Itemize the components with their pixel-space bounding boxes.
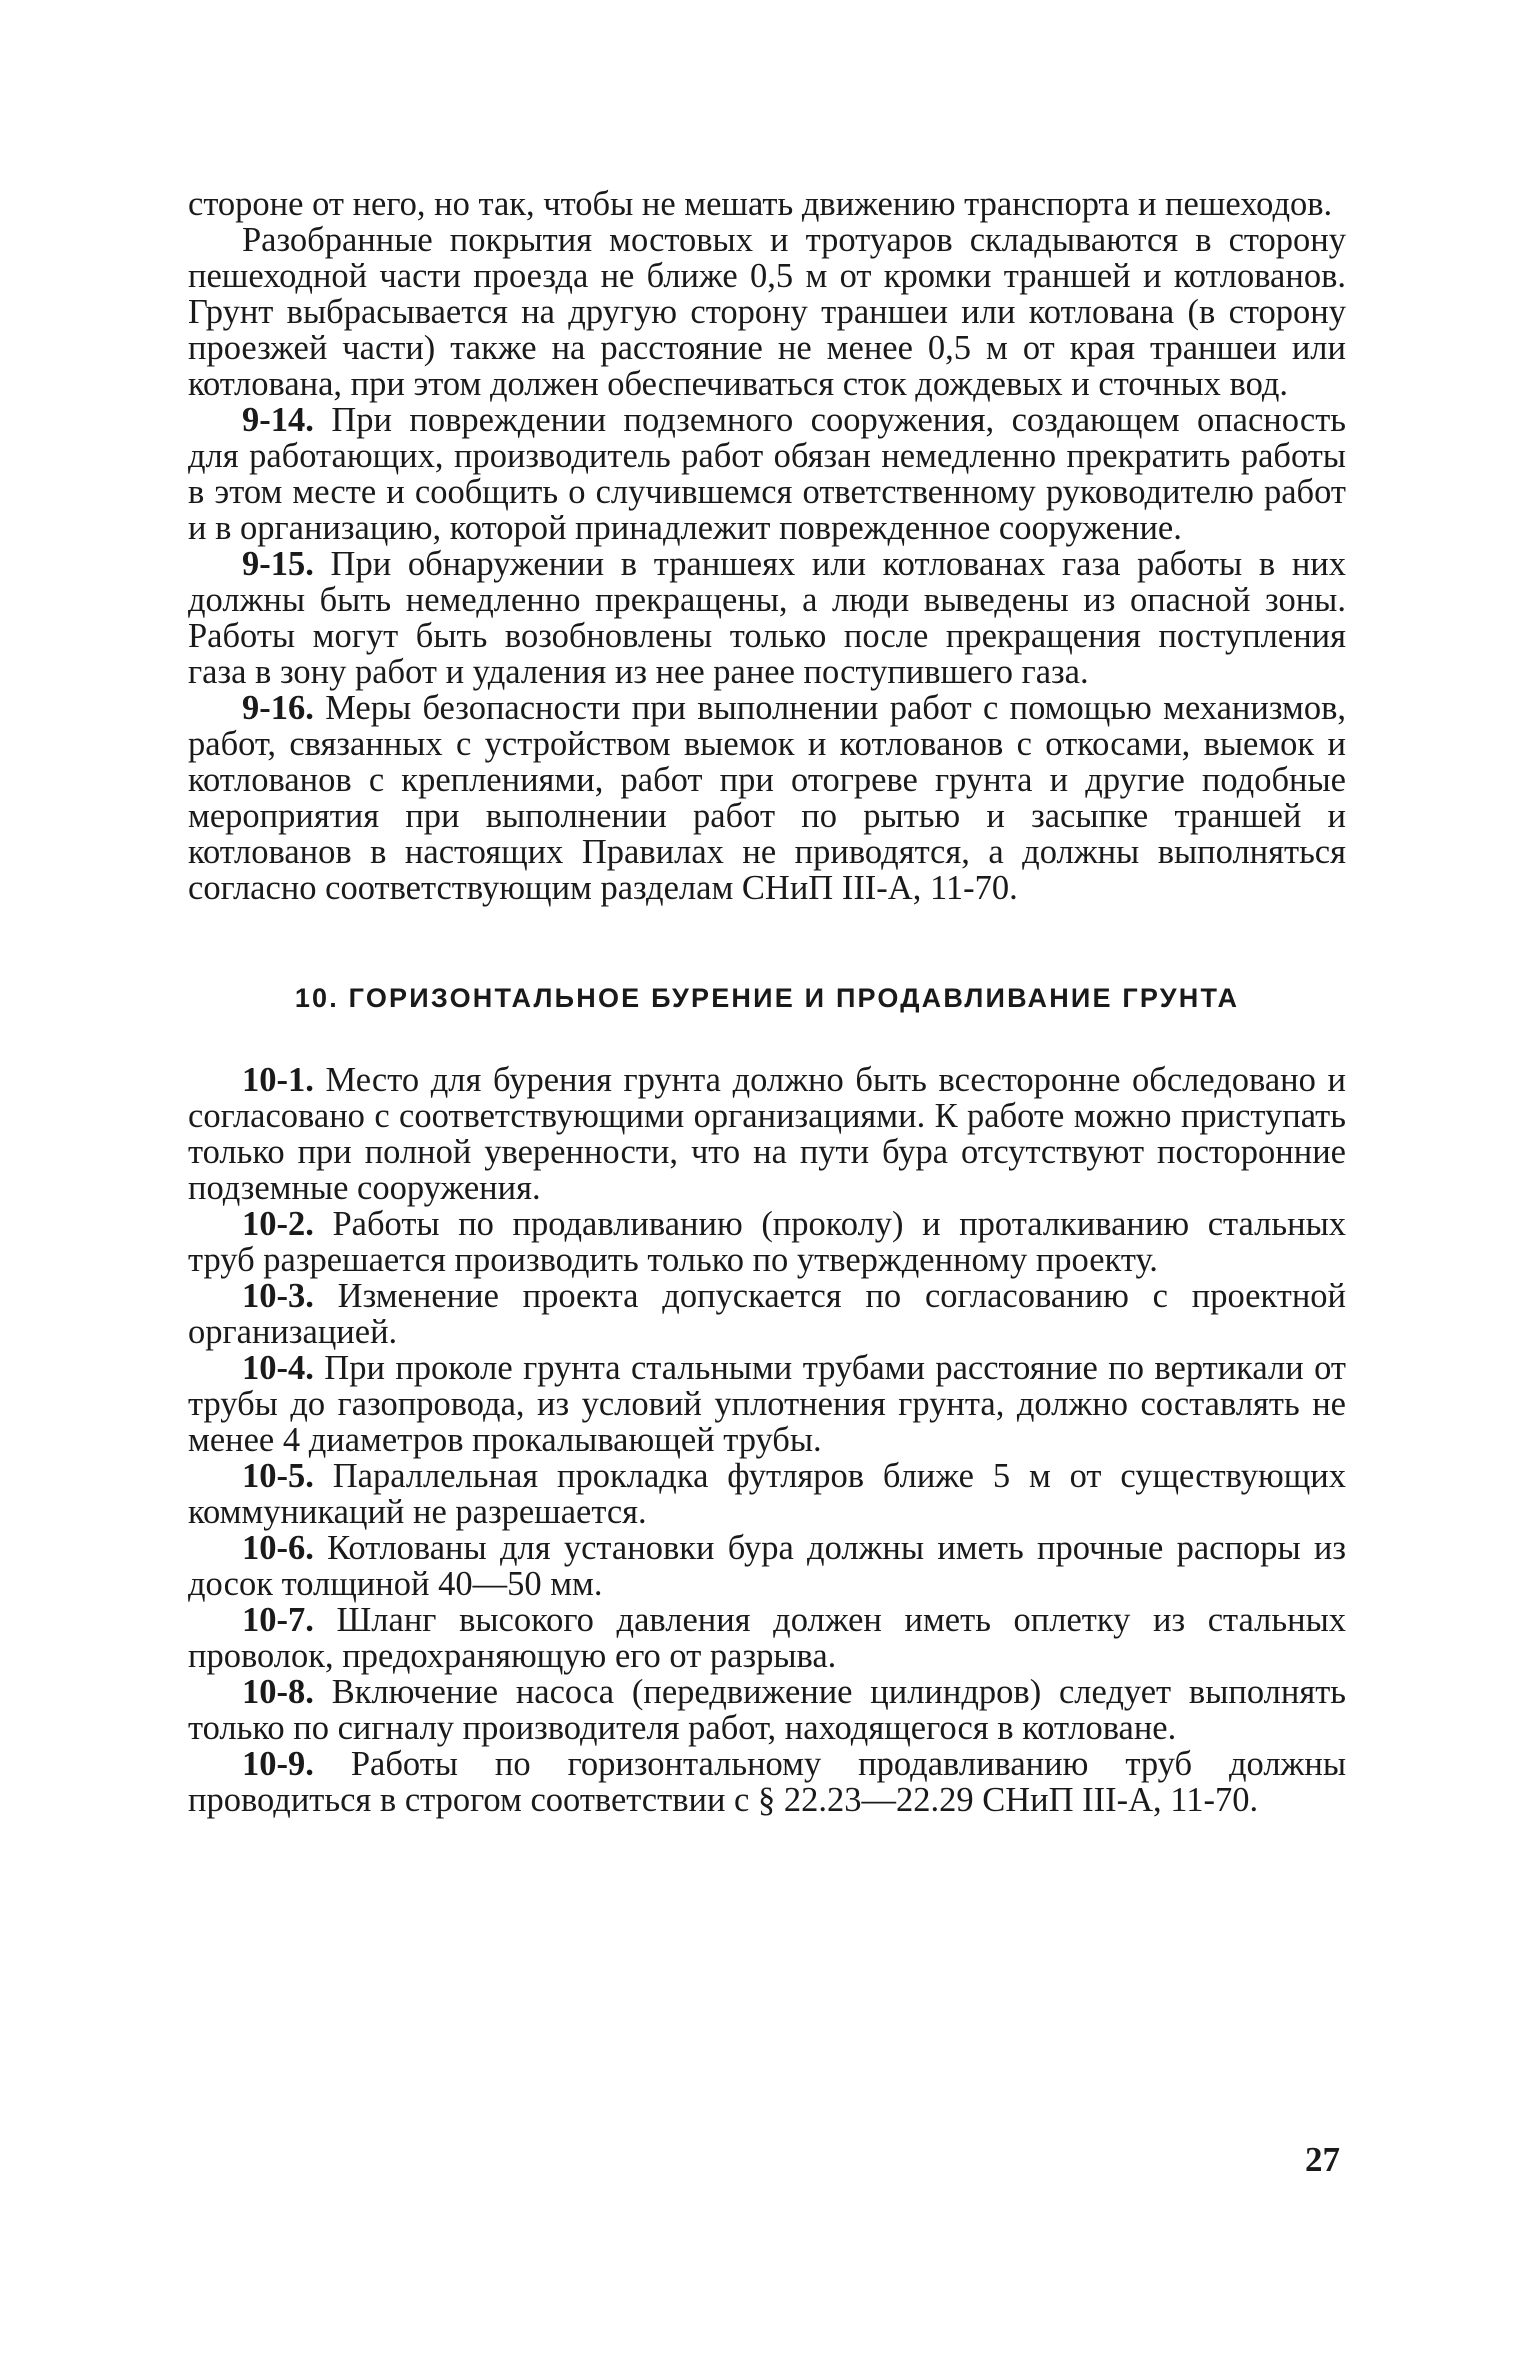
text-block-section-10	[188, 1062, 1346, 1818]
page-number: 27	[1305, 2140, 1340, 2179]
paragraph	[188, 186, 1346, 222]
clause-number: 10-7.	[242, 1601, 314, 1639]
spacer	[188, 906, 1346, 980]
paragraph-text: стороне от него, но так, чтобы не мешать движению транспорта и пешеходов.	[188, 185, 1333, 223]
clause-number: 9-14.	[242, 401, 314, 439]
paragraph-text: При обнаружении в траншеях или котлованах газа работы в них должны быть немедленно прекращены, а люди выведены из опасной зоны. Работы могут быть возобновлены только после прекращения поступления газа в зону работ и удаления из нее ранее поступившего газа.	[188, 545, 1346, 691]
paragraph	[188, 1602, 1346, 1674]
clause-number: 10-5.	[242, 1457, 314, 1495]
paragraph	[188, 222, 1346, 402]
clause-number: 9-16.	[242, 689, 314, 727]
clause-number: 10-6.	[242, 1529, 314, 1567]
clause-number: 10-9.	[242, 1745, 314, 1783]
paragraph-text: Меры безопасности при выполнении работ с помощью механизмов, работ, связанных с устройством выемок и котлованов с откосами, выемок и котлованов с креплениями, работ при отогреве грунта и другие подобные мероприятия при выполнении работ по рытью и засыпке траншей и котлованов в настоящих Правилах не приводятся, а должны выполняться согласно соответствующим разделам СНиП III-А, 11-70.	[188, 689, 1346, 907]
paragraph-text: Котлованы для установки бура должны иметь прочные распоры из досок толщиной 40—50 мм.	[188, 1529, 1346, 1603]
paragraph-text: Работы по горизонтальному продавливанию труб должны проводиться в строгом соответствии с § 22.23—22.29 СНиП III-А, 11-70.	[188, 1745, 1347, 1819]
section-heading: 10. ГОРИЗОНТАЛЬНОЕ БУРЕНИЕ И ПРОДАВЛИВАНИЕ ГРУНТА	[294, 983, 1240, 1013]
paragraph-text: Место для бурения грунта должно быть всесторонне обследовано и согласовано с соответствующими организациями. К работе можно приступать только при полной уверенности, что на пути бура отсутствуют посторонние подземные сооружения.	[188, 1061, 1346, 1207]
clause-number: 10-1.	[242, 1061, 314, 1099]
paragraph-text: Работы по продавливанию (проколу) и проталкиванию стальных труб разрешается производить только по утвержденному проекту.	[188, 1205, 1346, 1279]
clause-number: 10-2.	[242, 1205, 314, 1243]
clause-number: 10-4.	[242, 1349, 314, 1387]
text-block-section-9	[188, 186, 1346, 906]
paragraph	[188, 1350, 1346, 1458]
paragraph	[188, 402, 1346, 546]
clause-number: 9-15.	[242, 545, 314, 583]
paragraph	[188, 1674, 1346, 1746]
paragraph	[188, 690, 1346, 906]
paragraph	[188, 1206, 1346, 1278]
paragraph-text: При проколе грунта стальными трубами расстояние по вертикали от трубы до газопровода, из условий уплотнения грунта, должно составлять не менее 4 диаметров прокалывающей трубы.	[188, 1349, 1346, 1459]
paragraph-text: Разобранные покрытия мостовых и тротуаров складываются в сторону пешеходной части проезда не ближе 0,5 м от кромки траншей и котлованов. Грунт выбрасывается на другую сторону траншеи или котлована (в сторону проезжей части) также на расстояние не менее 0,5 м от края траншеи или котлована, при этом должен обеспечиваться сток дождевых и сточных вод.	[188, 221, 1346, 403]
spacer	[188, 1016, 1346, 1062]
paragraph	[188, 546, 1346, 690]
clause-number: 10-8.	[242, 1673, 314, 1711]
paragraph	[188, 1530, 1346, 1602]
paragraph	[188, 1746, 1346, 1818]
clause-number: 10-3.	[242, 1277, 314, 1315]
paragraph	[188, 1278, 1346, 1350]
paragraph-text: При повреждении подземного сооружения, создающем опасность для работающих, производитель работ обязан немедленно прекратить работы в этом месте и сообщить о случившемся ответственному руководителю работ и в организацию, которой принадлежит поврежденное сооружение.	[188, 401, 1347, 547]
paragraph-text: Параллельная прокладка футляров ближе 5 м от существующих коммуникаций не разрешается.	[188, 1457, 1346, 1531]
page-body	[188, 186, 1346, 1818]
paragraph-text: Шланг высокого давления должен иметь оплетку из стальных проволок, предохраняющую его от разрыва.	[188, 1601, 1346, 1675]
paragraph-text: Включение насоса (передвижение цилиндров) следует выполнять только по сигналу производителя работ, находящегося в котловане.	[188, 1673, 1347, 1747]
paragraph	[188, 1062, 1346, 1206]
paragraph-text: Изменение проекта допускается по согласованию с проектной организацией.	[188, 1277, 1346, 1351]
paragraph	[188, 1458, 1346, 1530]
